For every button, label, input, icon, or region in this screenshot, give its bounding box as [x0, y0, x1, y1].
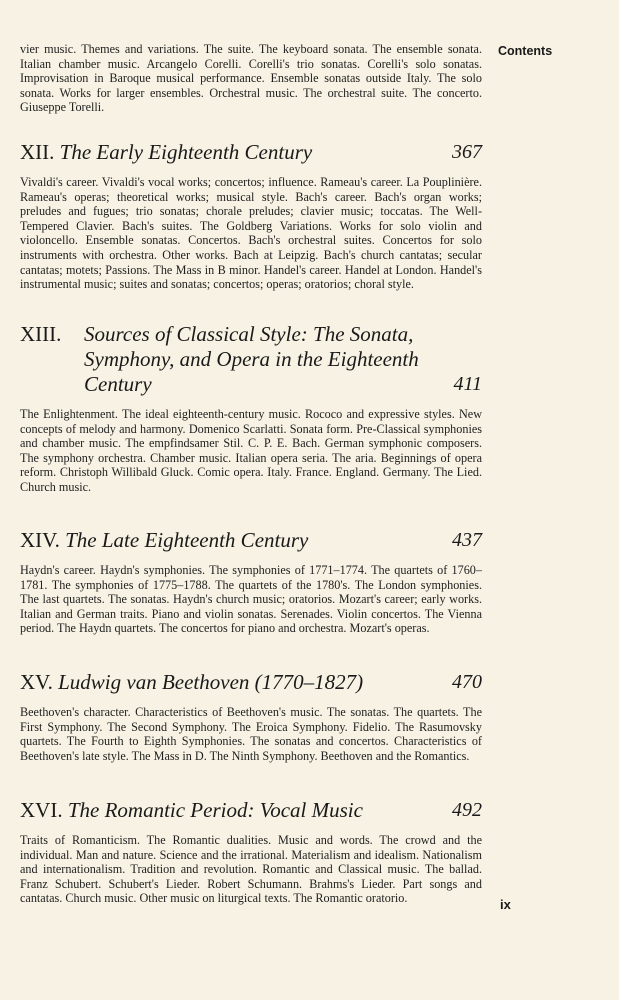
chapter-summary: The Enlightenment. The ideal eighteenth-century music. Rococo and expressive styles. New concepts of melody and harmony. Domenico Scarlatti. Sonata form. Pre-Classical symphonies and chamber music. The empfindsamer Stil. C. P. E. Bach. German symphonic composers. The symphony orchestra. Chamber music. Italian opera seria. The aria. Beginnings of opera reform. Christoph Willibald Gluck. Comic opera. Italy. France. England. Germany. The Lied. Church music. [20, 407, 482, 494]
chapter-page-number: 411 [453, 373, 482, 395]
intro-paragraph: vier music. Themes and variations. The suite. The keyboard sonata. The ensemble sonata. Italian chamber music. Arcangelo Corelli. Corelli's trio sonatas. Corelli's solo sonatas. Improvisation in Baroque musical performance. Ensemble sonatas outside Italy. The solo sonata. Works for larger ensembles. Orchestral music. The orchestral suite. The concerto. Giuseppe Torelli. [20, 42, 482, 115]
chapter-xv [20, 670, 482, 763]
page-number: ix [500, 897, 511, 912]
running-head: Contents [498, 44, 553, 58]
chapter-number: XIV. [20, 528, 60, 552]
chapter-page-number: 470 [452, 671, 482, 693]
chapter-page-number: 492 [452, 799, 482, 821]
chapter-heading [20, 322, 482, 397]
chapter-title: The Romantic Period: Vocal Music [67, 798, 363, 822]
chapter-summary: Haydn's career. Haydn's symphonies. The symphonies of 1771–1774. The quartets of 1760–1781. The symphonies of 1775–1788. The quartets of the 1780's. The London symphonies. The last quartets. The sonatas. Haydn's church music; oratorios. Mozart's career; early works. Italian and German traits. Piano and violin sonatas. Serenades. Violin concertos. The Vienna period. The Haydn quartets. The concertos for piano and orchestra. Mozart's operas. [20, 563, 482, 636]
chapter-number: XVI. [20, 798, 63, 822]
chapter-heading [20, 140, 482, 165]
chapter-summary: Beethoven's character. Characteristics of Beethoven's music. The sonatas. The quartets. The First Symphony. The Second Symphony. The Eroica Symphony. Fidelio. The Rasumovsky quartets. The Fourth to Eighth Symphonies. The sonatas and concertos. Characteristics of Beethoven's late style. The Mass in D. The Ninth Symphony. Beethoven and the Romantics. [20, 705, 482, 763]
chapter-number: XV. [20, 670, 53, 694]
chapter-title: Ludwig van Beethoven (1770–1827) [58, 670, 364, 694]
chapter-heading [20, 670, 482, 695]
chapter-heading [20, 798, 482, 823]
chapter-xiv [20, 528, 482, 636]
chapter-number: XII. [20, 140, 55, 164]
chapter-title: The Late Eighteenth Century [65, 528, 309, 552]
chapter-number: XIII. [20, 322, 62, 346]
chapter-xvi [20, 798, 482, 906]
chapter-xii [20, 140, 482, 292]
chapter-page-number: 437 [452, 529, 482, 551]
chapter-title [20, 322, 482, 397]
chapter-xiii [20, 322, 482, 495]
chapter-title-line: Symphony, and Opera in the Eighteenth [84, 347, 419, 371]
chapter-title-line: Sources of Classical Style: The Sonata, [84, 322, 414, 346]
intro-section [20, 42, 482, 115]
chapter-title-line: Century [84, 372, 152, 396]
chapter-heading [20, 528, 482, 553]
chapter-title: The Early Eighteenth Century [59, 140, 313, 164]
chapter-page-number: 367 [452, 141, 482, 163]
chapter-summary: Vivaldi's career. Vivaldi's vocal works; concertos; influence. Rameau's career. La Pouplinière. Rameau's operas; theoretical works; musical style. Bach's career. Bach's organ works; preludes and fugues; trio sonatas; chorale preludes; clavier music; toccatas. The Well-Tempered Clavier. Bach's suites. The Goldberg Variations. Works for solo violin and violoncello. Ensemble sonatas. Concertos. Bach's orchestral suites. Concertos for solo instruments with orchestra. Other works. Bach at Leipzig. Bach's church cantatas; secular cantatas; motets; Passions. The Mass in B minor. Handel's career. Handel at London. Handel's instrumental music; suites and sonatas; concertos; operas; oratorios; choral style. [20, 175, 482, 292]
chapter-summary: Traits of Romanticism. The Romantic dualities. Music and words. The crowd and the individual. Man and nature. Science and the irrational. Materialism and idealism. Nationalism and internationalism. Tradition and revolution. Romantic and Classical music. The ballad. Franz Schubert. Schubert's Lieder. Robert Schumann. Brahms's Lieder. Part songs and cantatas. Church music. Other music on liturgical texts. The Romantic oratorio. [20, 833, 482, 906]
